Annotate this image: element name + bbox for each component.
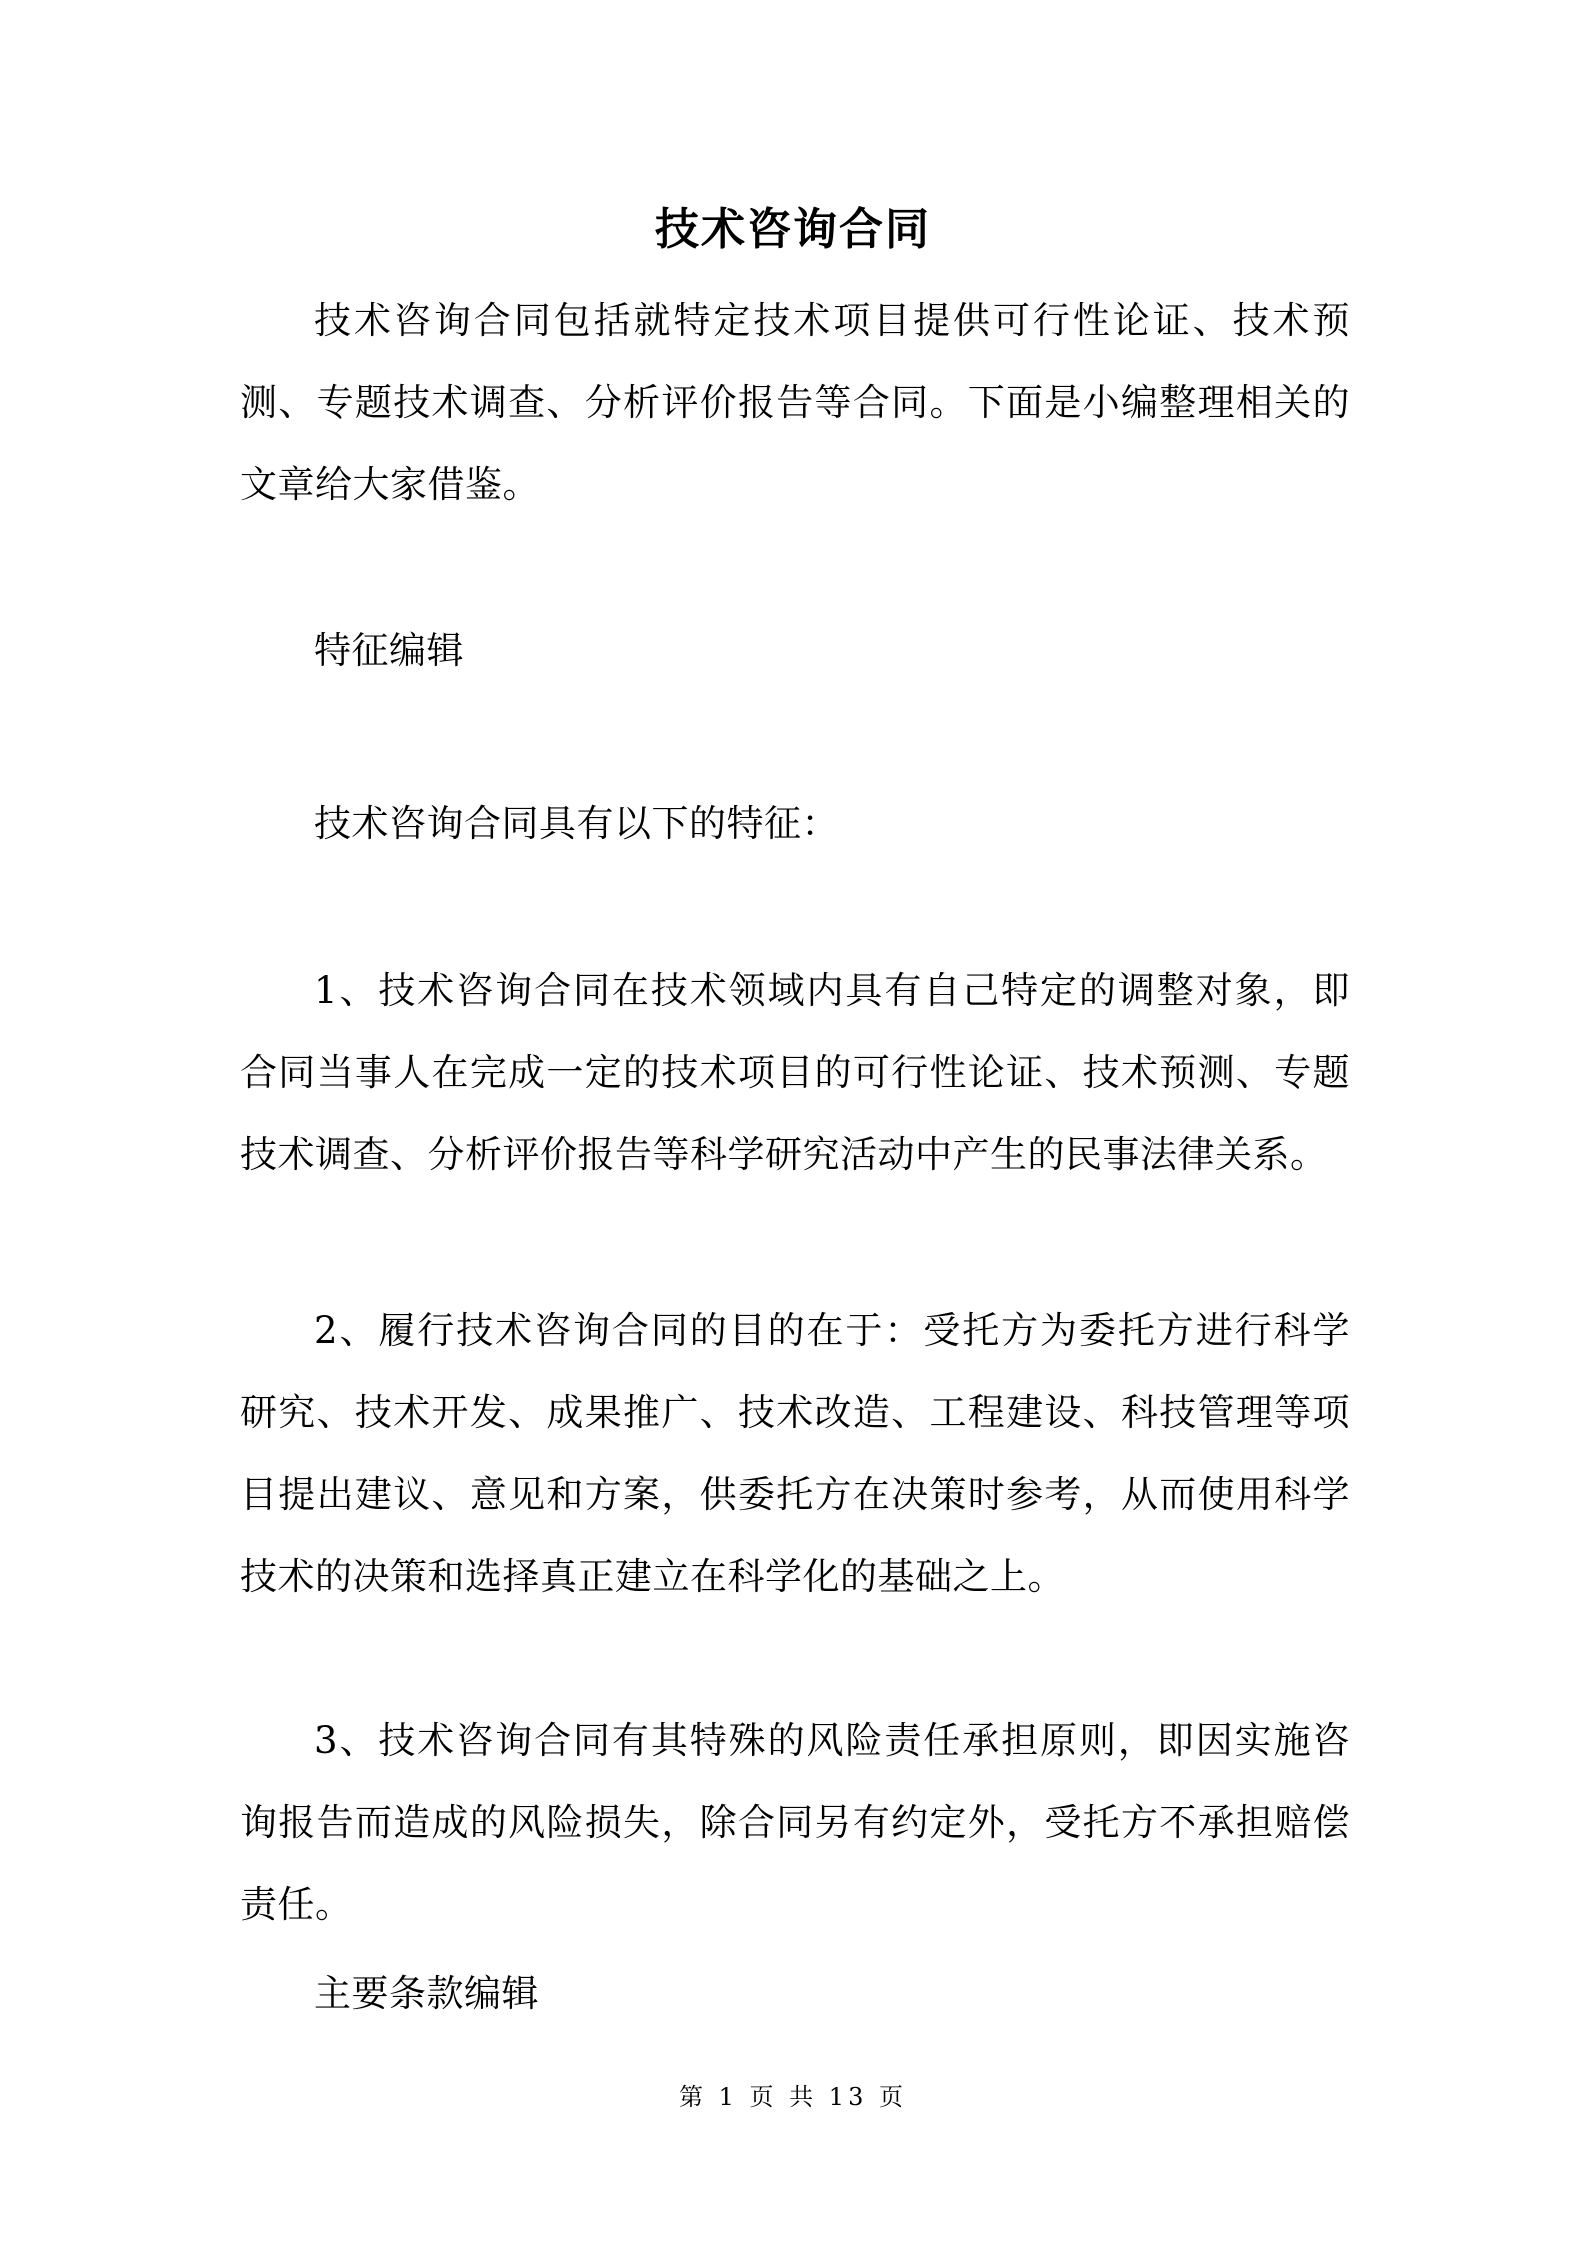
section-heading-features: 特征编辑 bbox=[314, 629, 464, 672]
section-heading-terms: 主要条款编辑 bbox=[314, 1972, 539, 2015]
page-footer: 第 1 页 共 13 页 bbox=[679, 2083, 907, 2111]
document-title: 技术咨询合同 bbox=[655, 204, 931, 255]
features-lead-paragraph: 技术咨询合同具有以下的特征： bbox=[314, 802, 839, 845]
intro-paragraph: 技术咨询合同包括就特定技术项目提供可行性论证、技术预测、专题技术调查、分析评价报告等合同。下面是小编整理相关的文章给大家借鉴。 bbox=[240, 299, 1350, 506]
feature-2-paragraph: 2、履行技术咨询合同的目的在于：受托方为委托方进行科学研究、技术开发、成果推广、技术改造、工程建设、科技管理等项目提出建议、意见和方案，供委托方在决策时参考，从而使用科学技术的决策和选择真正建立在科学化的基础之上。 bbox=[240, 1309, 1350, 1598]
feature-3-paragraph: 3、技术咨询合同有其特殊的风险责任承担原则，即因实施咨询报告而造成的风险损失，除合同另有约定外，受托方不承担赔偿责任。 bbox=[240, 1719, 1350, 1926]
feature-1-paragraph: 1、技术咨询合同在技术领域内具有自己特定的调整对象，即合同当事人在完成一定的技术项目的可行性论证、技术预测、专题技术调查、分析评价报告等科学研究活动中产生的民事法律关系。 bbox=[240, 969, 1350, 1176]
